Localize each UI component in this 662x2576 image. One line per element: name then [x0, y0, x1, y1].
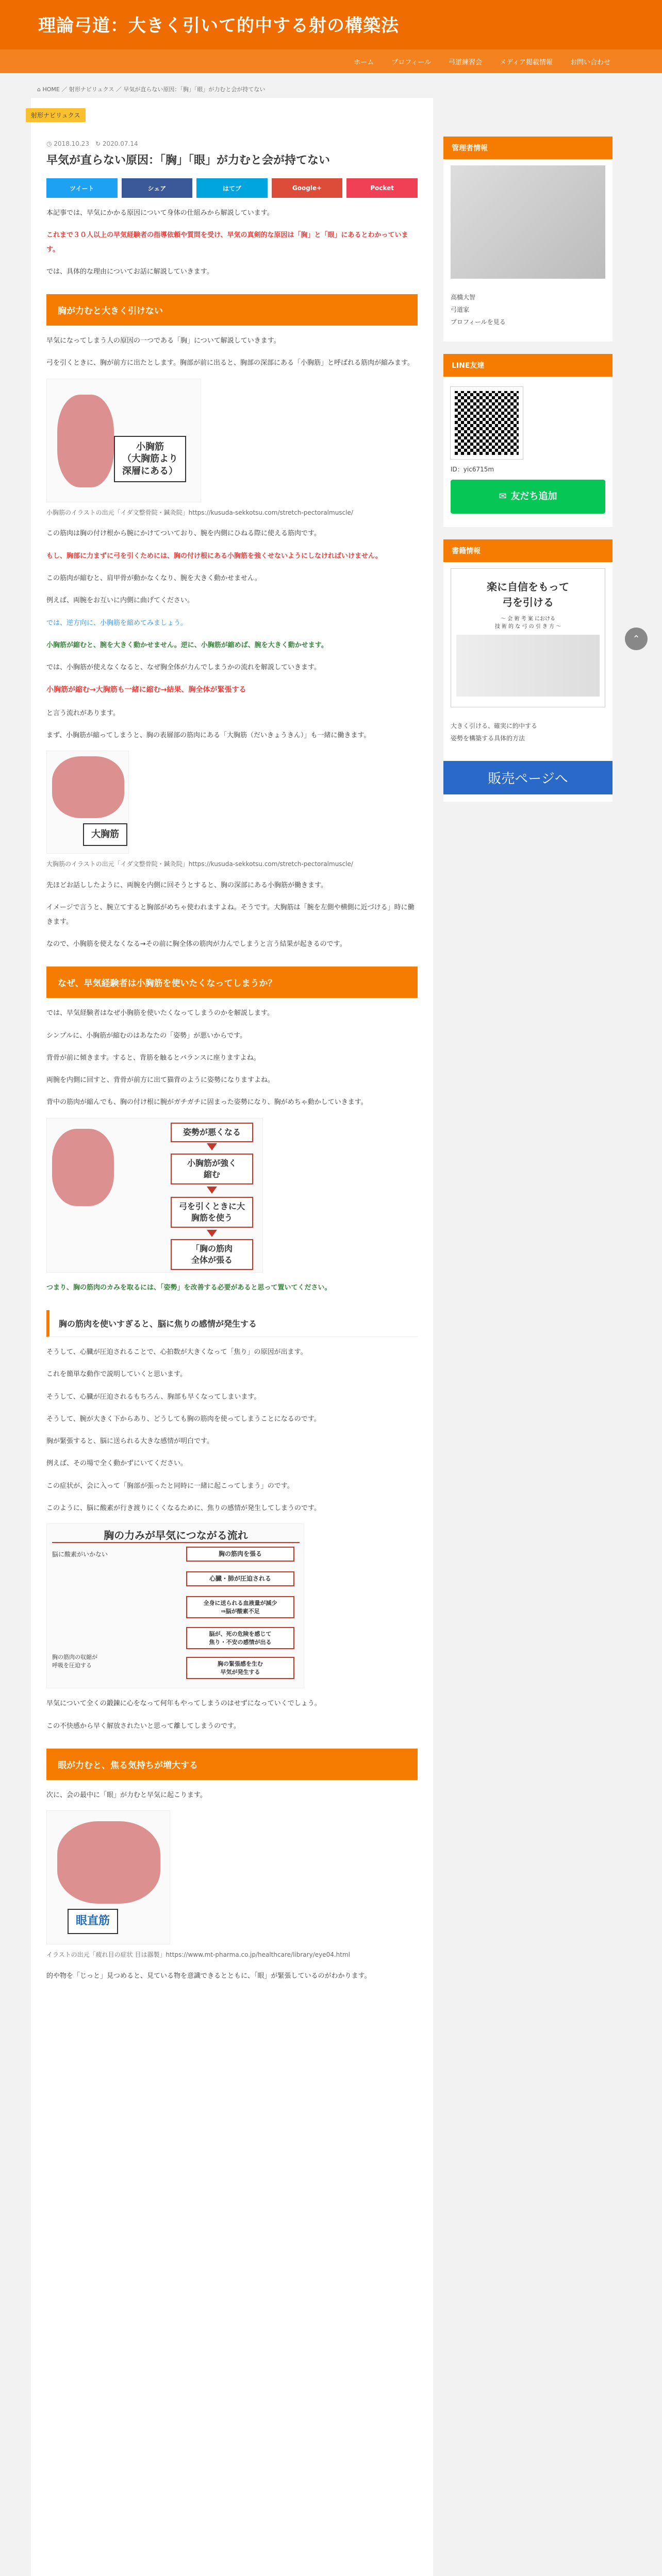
pectoralis-major-illustration — [46, 751, 129, 854]
paragraph: 的や物を「じっと」見つめると、見ている物を意識できるとともに、「眼」が緊張しているのがわかります。 — [46, 1972, 371, 1980]
figure-caption: イラストの出元「疲れ目の症状 目は器製」https://www.mt-pharma.co.jp/healthcare/library/eye04.html — [46, 1951, 351, 1959]
paragraph: そうして、心臓が圧迫されることで、心拍数が大きくなって「焦り」の原因が出ます。 — [46, 1348, 307, 1356]
diagram-note: 脳に酸素がいかない — [52, 1551, 108, 1558]
subsection-heading-anxiety: 胸の筋肉を使いすぎると、脳に焦りの感情が発生する — [46, 1310, 418, 1337]
flow-step: 「胸の筋肉 全体が張る — [171, 1239, 253, 1270]
book-cover[interactable] — [451, 568, 605, 707]
pectoralis-minor-illustration — [46, 379, 201, 502]
paragraph: この筋肉が縮むと、肩甲骨が動かなくなり、腕を大きく動かせません。 — [46, 574, 261, 582]
flow-step: 胸の筋肉を張る — [186, 1547, 294, 1562]
paragraph: まず、小胸筋が縮ってしまうと、胸の表層部の筋肉にある「大胸筋（だいきょうきん）」も一緒に働きます。 — [46, 732, 371, 740]
category-badge[interactable]: 射形ナビリュクス — [26, 108, 86, 122]
nav-contact[interactable]: お問い合わせ — [570, 58, 610, 66]
post-dates: ◷ 2018.10.23 ↻ 2020.07.14 — [46, 140, 138, 147]
site-title[interactable]: 理論弓道：大きく引いて的中する射の構築法 — [38, 15, 399, 36]
line-widget — [443, 354, 613, 527]
book-cover-title: 楽に自信をもって 弓を引ける — [487, 581, 569, 608]
published-date: 2018.10.23 — [54, 140, 90, 147]
eye-muscle-illustration — [46, 1810, 170, 1944]
figure-label: 小胸筋 （大胸筋より 深層にある） — [114, 436, 186, 482]
intro-paragraph-2: これまで３０人以上の早気経験者の指導依頼や質問を受け、早気の真剣的な原因は「胸」と「眼」にあるとわかっています。 — [46, 231, 408, 253]
profile-link[interactable]: プロフィールを見る — [451, 318, 506, 326]
profile-widget — [443, 137, 613, 342]
intro-paragraph-1: 本記事では、早気にかかる原因について身体の仕組みから解説しています。 — [46, 209, 274, 217]
paragraph: これを簡単な動作で説明していくと思います。 — [46, 1370, 187, 1379]
share-buttons — [46, 178, 418, 198]
nav-media[interactable]: メディア掲載情報 — [500, 58, 553, 66]
diagram-note: 胸の筋肉の収縮が 呼吸を圧迫する — [52, 1654, 97, 1669]
flow-step: 心臓・肺が圧迫される — [186, 1571, 294, 1586]
paragraph: つまり、胸の筋肉のカみを取るには、「姿勢」を改善する必要があると思って置いてください。 — [46, 1283, 332, 1292]
muscle-shape — [52, 756, 124, 818]
flow-step: 姿勢が悪くなる — [171, 1123, 253, 1142]
facebook-share-button[interactable]: シェア — [122, 178, 193, 198]
paragraph: 背中の筋肉が縮んでも、胸の付け根に腕がガチガチに固まった姿勢になり、胸がめちゃ動かしていきます。 — [46, 1098, 368, 1107]
sidebar — [443, 137, 613, 814]
anxiety-flow-diagram — [46, 1523, 304, 1688]
paragraph: 弓を引くときに、胸が前方に出たとします。胸部が前に出ると、胸部の深部にある「小胸筋」と呼ばれる筋肉が縮みます。 — [46, 359, 414, 367]
paragraph: シンプルに、小胸筋が縮むのはあなたの「姿勢」が悪いからです。 — [46, 1031, 246, 1040]
profile-photo — [451, 165, 605, 279]
down-arrow-icon — [207, 1230, 217, 1237]
posture-flow-diagram — [46, 1118, 263, 1273]
pocket-button[interactable]: Pocket — [346, 178, 418, 198]
paragraph: 小胸筋が縮むと、腕を大きく動かせません。逆に、小胸筋が縮めば、腕を大きく動かせます。 — [46, 641, 328, 649]
paragraph: 先ほどお話ししたように、両腕を内側に回そうとすると、胸の深部にある小胸筋が働きます。 — [46, 882, 327, 890]
site-header — [0, 0, 662, 49]
hatena-button[interactable]: はてブ — [196, 178, 268, 198]
breadcrumb[interactable]: ⌂ HOME ／ 射形ナビリュクス ／ 早気が直らない原因：「胸」「眼」が力むと会が持てない — [37, 86, 266, 93]
google-plus-button[interactable]: Google+ — [272, 178, 343, 198]
widget-title: 書籍情報 — [443, 539, 613, 562]
widget-title: 管理者情報 — [443, 137, 613, 159]
paragraph: 背骨が前に傾きます。すると、背筋を触るとバランスに座りますよね。 — [46, 1054, 260, 1062]
paragraph: そうして、腕が大きく下からあり、どうしても胸の筋肉を使ってしまうことになるのです。 — [46, 1415, 321, 1423]
paragraph: 早気になってしまう人の原因の一つである「胸」について解説していきます。 — [46, 337, 280, 345]
key-flow-text: 小胸筋が縮む→大胸筋も一緒に縮む→結果、胸全体が緊張する — [46, 686, 246, 694]
flow-step: 弓を引くときに大 胸筋を使う — [171, 1197, 253, 1228]
figure-caption: 大胸筋のイラストの出元「イダ文整骨院・鍼灸院」https://kusuda-sekkotsu.com/stretch-pectoralmuscle/ — [46, 860, 353, 868]
flow-step: 胸の緊張感を生む 早気が発生する — [186, 1657, 294, 1679]
book-cover-illustration — [456, 635, 600, 697]
paragraph: 両腕を内側に回すと、背骨が前方に出て猫背のように姿勢になりますよね。 — [46, 1076, 275, 1084]
paragraph: では、逆方向に、小胸筋を縮めてみましょう。 — [46, 619, 188, 627]
muscle-shape — [57, 1821, 160, 1904]
line-button-label: 友だち追加 — [510, 491, 557, 502]
paragraph: 早気について全くの鍛錬に心をなって何年もやってしまうのはせずになっていくでしょう。 — [46, 1700, 321, 1708]
figure-label: 大胸筋 — [83, 823, 127, 845]
line-qr-code — [451, 387, 523, 459]
tweet-button[interactable]: ツイート — [46, 178, 118, 198]
chevron-up-icon: ⌃ — [632, 633, 640, 645]
paragraph: 胸が緊張すると、脳に送られる大きな感情が明白です。 — [46, 1437, 213, 1446]
paragraph: では、早気経験者はなぜ小胸筋を使いたくなってしまうのかを解説します。 — [46, 1009, 274, 1018]
paragraph: この不快感から早く解放されたいと思って離してしまうのです。 — [46, 1722, 240, 1730]
section-heading-chest: 胸が力むと大きく引けない — [46, 294, 418, 326]
nav-home[interactable]: ホーム — [354, 58, 374, 66]
widget-title: LINE友達 — [443, 354, 613, 377]
scroll-to-top-button[interactable] — [625, 628, 648, 650]
profile-role: 弓道家 — [451, 306, 470, 313]
nav-profile[interactable]: プロフィール — [391, 58, 431, 66]
flow-step: 小胸筋が強く 縮む — [171, 1154, 253, 1185]
diagram-title: 胸の力みが早気につながる流れ — [52, 1527, 300, 1543]
updated-date: 2020.07.14 — [102, 140, 138, 147]
paragraph: 例えば、両腕をお互いに内側に曲げてください。 — [46, 597, 194, 605]
paragraph: このように、脳に酸素が行き渡りにくくなるために、焦りの感情が発生してしまうのです。 — [46, 1504, 321, 1513]
book-description: 大きく引ける、確実に的中する 姿勢を構築する具体的方法 — [451, 722, 538, 742]
line-icon: ✉ — [499, 491, 507, 502]
buy-button[interactable]: 販売ページへ — [443, 761, 613, 794]
muscle-shape — [52, 1129, 114, 1206]
global-nav — [0, 49, 662, 73]
paragraph: なので、小胸筋を使えなくなる→その前に胸全体の筋肉が力んでしまうと言う結果が起きるのです。 — [46, 940, 346, 948]
book-cover-subtitle: 〜 会 術 考 案 における 技 術 的 な 弓 の 引 き 方 〜 — [494, 616, 561, 630]
down-arrow-icon — [207, 1187, 217, 1194]
paragraph: もし、胸部に力まずに弓を引くためには、胸の付け根にある小胸筋を強くせないようにしなければいけません。 — [46, 552, 382, 560]
line-id: ID：yic6715m — [451, 466, 494, 473]
paragraph: この筋肉は胸の付け根から腕にかけてついており、腕を内側にひねる際に使える筋肉です。 — [46, 530, 321, 538]
paragraph: イメージで言うと、腕立てすると胸部がめちゃ使われますよね。そうです。大胸筋は「腕を左側や横側に近づける」時に働きます。 — [46, 904, 415, 926]
page-title: 早気が直らない原因：「胸」「眼」が力むと会が持てない — [46, 154, 330, 167]
paragraph: そうして、心臓が圧迫されるもちろん、胸部も早くなってしまいます。 — [46, 1393, 261, 1401]
flow-step: 全身に送られる血液量が減少 ⇒脳が酸素不足 — [186, 1596, 294, 1618]
paragraph: 次に、会の最中に「眼」が力むと早気に起こります。 — [46, 1791, 207, 1799]
section-heading-eyes: 眼が力むと、焦る気持ちが増大する — [46, 1749, 418, 1780]
line-add-friend-button[interactable] — [451, 480, 605, 514]
figure-label: 眼直筋 — [68, 1909, 118, 1934]
profile-name: 高橋大智 — [451, 294, 476, 301]
paragraph: この症状が、会に入って「胸部が張ったと同時に一緒に起こってしまう」のです。 — [46, 1482, 294, 1490]
down-arrow-icon — [207, 1143, 217, 1150]
main-content — [31, 98, 433, 2576]
intro-paragraph-3: では、具体的な理由についてお話に解説していきます。 — [46, 267, 213, 276]
muscle-shape — [57, 395, 114, 487]
section-heading-posture: なぜ、早気経験者は小胸筋を使いたくなってしまうか？ — [46, 967, 418, 998]
figure-caption: 小胸筋のイラストの出元「イダ文整骨院・鍼灸院」https://kusuda-sekkotsu.com/stretch-pectoralmuscle/ — [46, 509, 353, 516]
paragraph: と言う流れがあります。 — [46, 709, 120, 717]
nav-practice[interactable]: 弓道練習会 — [449, 58, 483, 66]
paragraph: では、小胸筋が使えなくなると、なぜ胸全体が力んでしまうかの流れを解説していきます。 — [46, 664, 321, 672]
flow-step: 脳が、死の危険を感じて 焦り・不安の感情が出る — [186, 1627, 294, 1649]
paragraph: 例えば、その場で全く動かずにいてください。 — [46, 1460, 188, 1468]
book-widget — [443, 539, 613, 802]
